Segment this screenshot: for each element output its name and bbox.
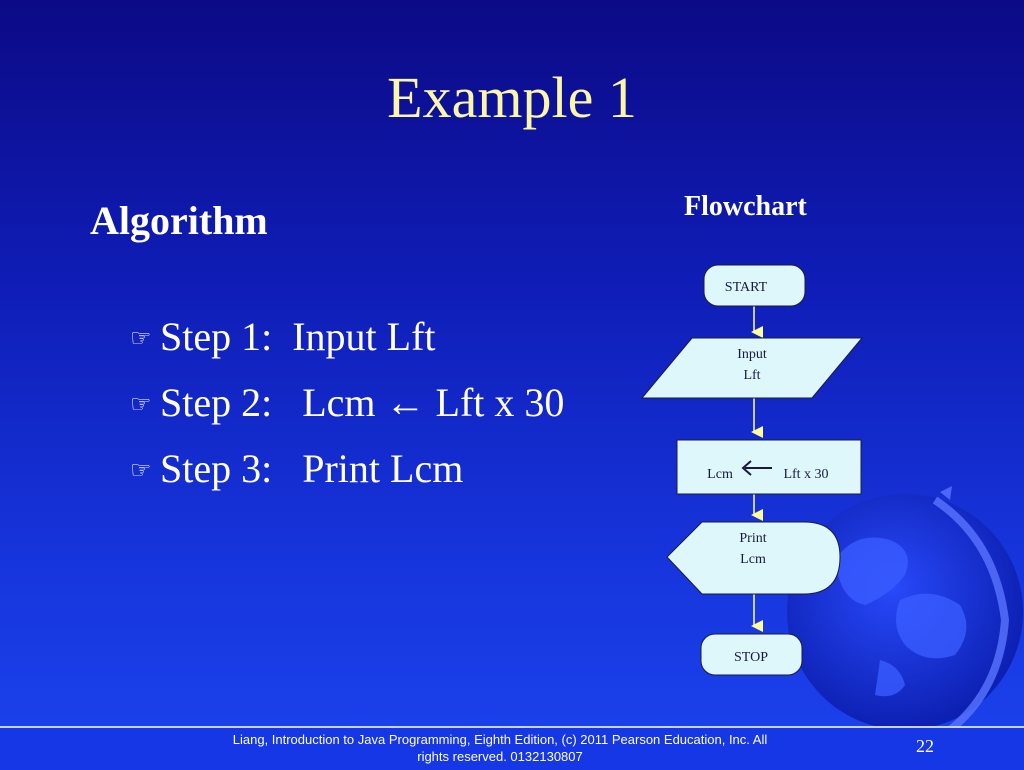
flow-process-label-right: Lft x 30 [783, 467, 829, 482]
footer-copyright [200, 731, 800, 765]
flow-start-label: START [724, 280, 768, 295]
flow-process-label-left: Lcm [707, 467, 733, 482]
footer-line-2: rights reserved. 0132130807 [417, 749, 583, 764]
pointing-hand-icon: ☞ [130, 392, 152, 418]
footer-line-1: Liang, Introduction to Java Programming, Eighth Edition, (c) 2011 Pearson Education, Inc. All [232, 732, 768, 747]
slide-title: Example 1 [387, 65, 637, 130]
pointing-hand-icon: ☞ [130, 458, 152, 484]
step-1-text: Input Lft [292, 314, 436, 359]
flowchart-heading: Flowchart [684, 191, 807, 222]
page-number: 22 [916, 736, 934, 756]
algorithm-heading: Algorithm [90, 198, 268, 243]
step-2-prefix: Step 2: [160, 380, 303, 425]
step-3-text: Print Lcm [302, 446, 464, 491]
flow-stop-label: STOP [734, 650, 768, 665]
step-3-prefix: Step 3: [160, 446, 303, 491]
pointing-hand-icon: ☞ [130, 326, 152, 352]
step-1-prefix: Step 1: [160, 314, 293, 359]
footer-bar [0, 726, 1024, 770]
flow-output-label-2: Lcm [740, 552, 766, 567]
flow-input-label-2: Lft [743, 368, 761, 383]
step-2-text: Lcm ← Lft x 30 [302, 380, 565, 425]
flow-output-label-1: Print [739, 531, 767, 546]
flow-input-label-1: Input [737, 347, 767, 362]
